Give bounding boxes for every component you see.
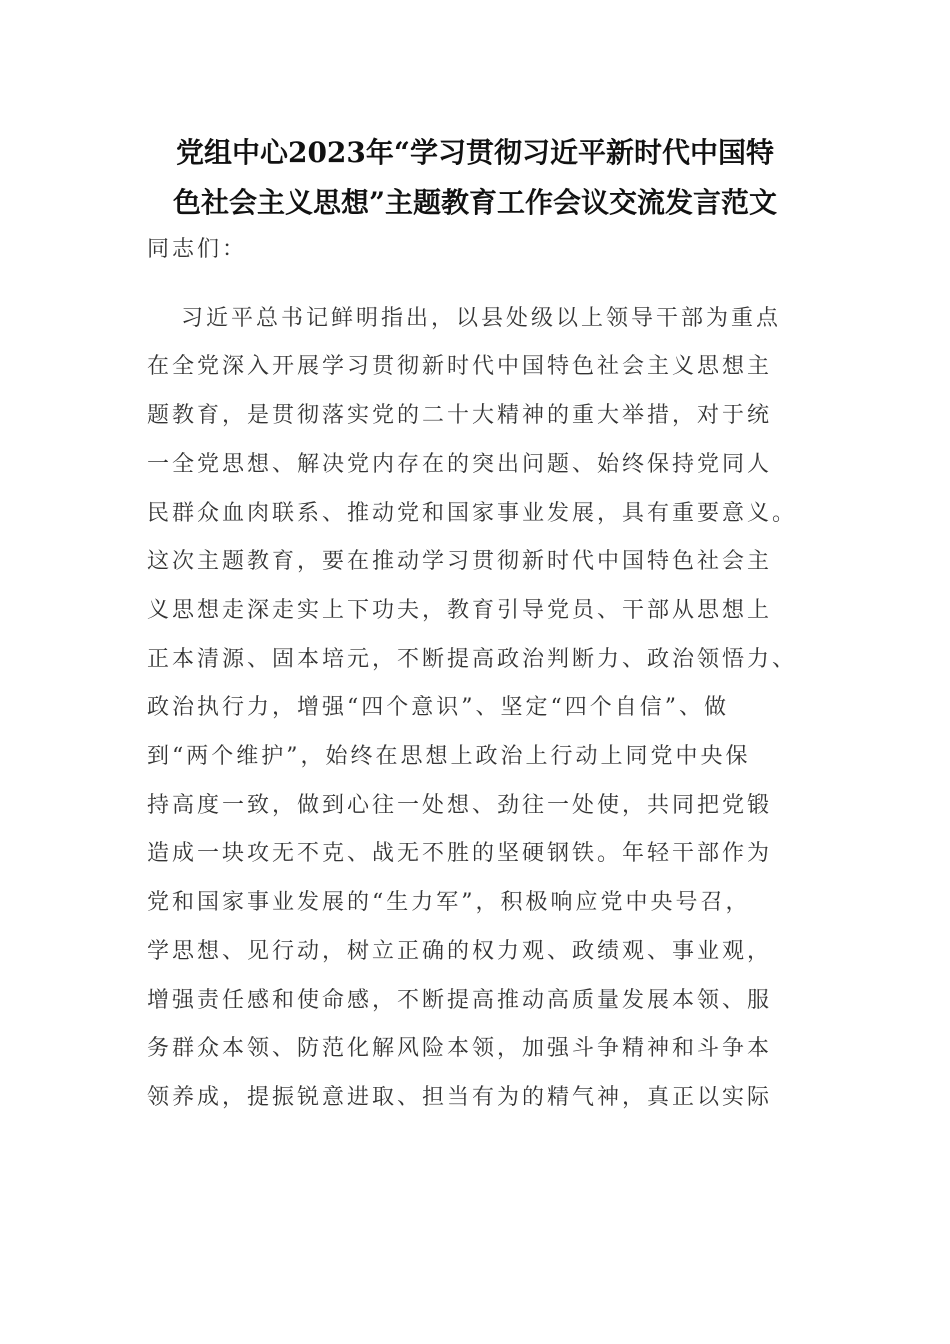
body-line: 务群众本领、防范化解风险本领，加强斗争精神和斗争本 (147, 1036, 773, 1062)
body-line: 学思想、见行动，树立正确的权力观、政绩观、事业观， (147, 938, 773, 964)
body-line: 正本清源、固本培元，不断提高政治判断力、政治领悟力、 (147, 646, 798, 672)
body-line: 增强责任感和使命感，不断提高推动高质量发展本领、服 (147, 987, 773, 1013)
body-line: 造成一块攻无不克、战无不胜的坚硬钢铁。年轻干部作为 (147, 841, 773, 867)
body-line: 民群众血肉联系、推动党和国家事业发展，具有重要意义。 (147, 500, 798, 526)
body-line: 党和国家事业发展的“生力军”，积极响应党中央号召， (147, 890, 751, 916)
title-line-1: 党组中心2023年“学习贯彻习近平新时代中国特 (175, 136, 775, 169)
body-line: 政治执行力，增强“四个意识”、坚定“四个自信”、做 (147, 695, 729, 721)
body-line: 到“两个维护”，始终在思想上政治上行动上同党中央保 (147, 744, 751, 770)
body-line: 义思想走深走实上下功夫，教育引导党员、干部从思想上 (147, 597, 773, 623)
body-line: 在全党深入开展学习贯彻新时代中国特色社会主义思想主 (147, 354, 773, 380)
body-line: 持高度一致，做到心往一处想、劲往一处使，共同把党锻 (147, 792, 773, 818)
title-line-2: 色社会主义思想”主题教育工作会议交流发言范文 (172, 186, 778, 219)
body-line: 领养成，提振锐意进取、担当有为的精气神，真正以实际 (147, 1084, 773, 1110)
salutation: 同志们： (147, 237, 248, 262)
body-line: 题教育，是贯彻落实党的二十大精神的重大举措，对于统 (147, 403, 773, 429)
body-line: 这次主题教育，要在推动学习贯彻新时代中国特色社会主 (147, 549, 773, 575)
document-title (120, 128, 830, 228)
document-body (147, 226, 807, 1123)
body-line: 一全党思想、解决党内存在的突出问题、始终保持党同人 (147, 451, 773, 477)
body-line: 习近平总书记鲜明指出，以县处级以上领导干部为重点 (181, 305, 782, 331)
